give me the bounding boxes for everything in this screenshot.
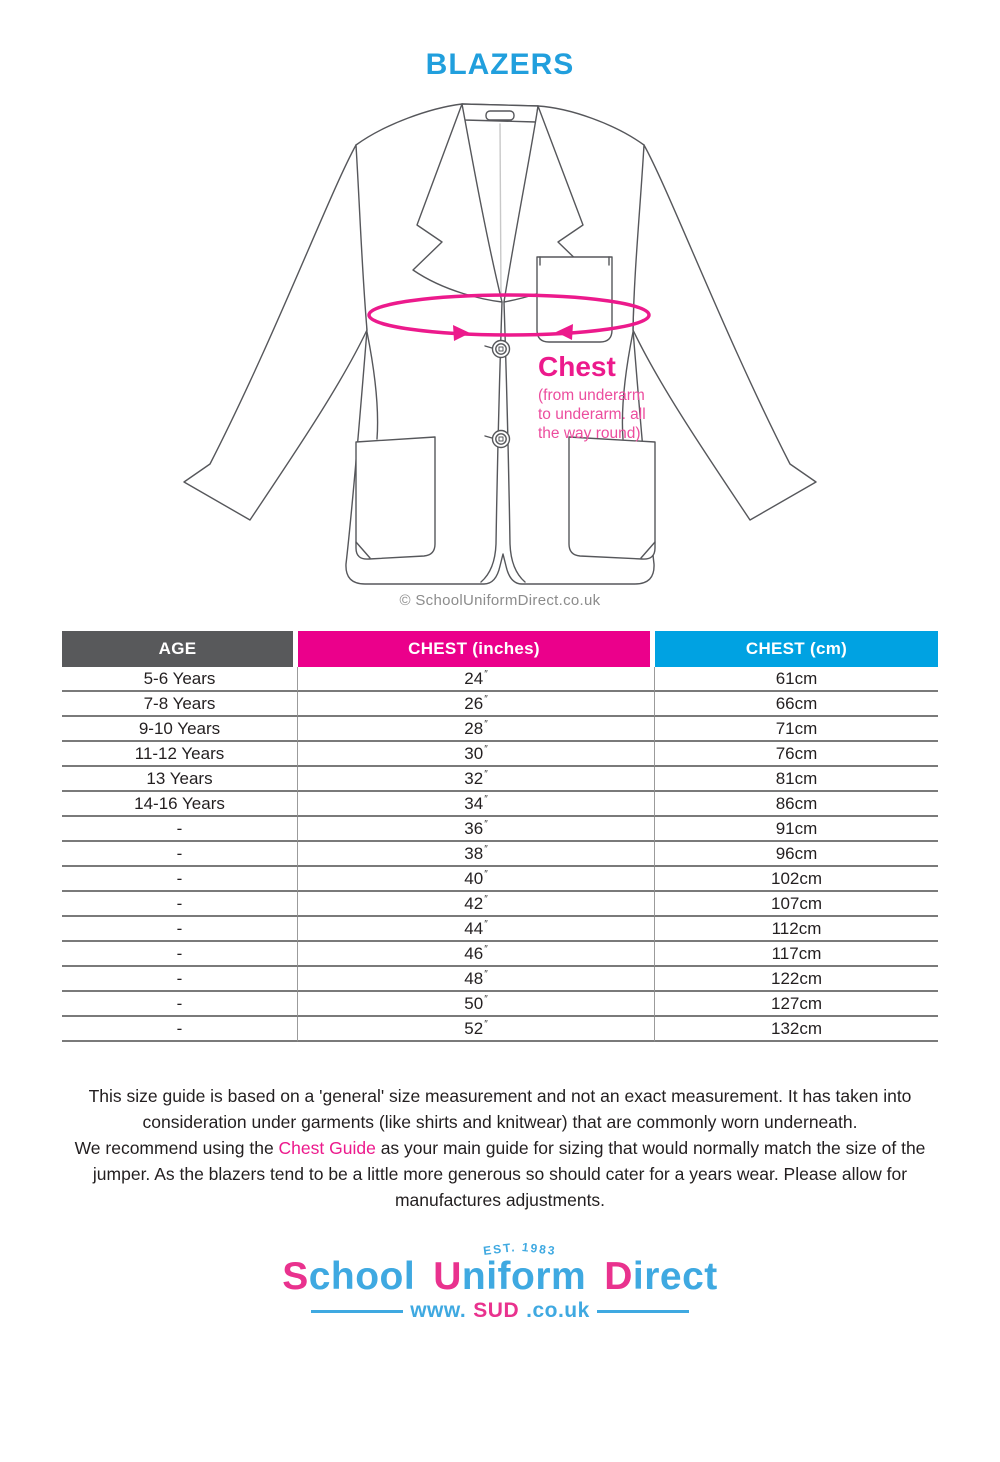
age-cell: - — [62, 942, 298, 967]
header-row — [62, 631, 938, 667]
chest-inches-cell: 48″ — [298, 967, 655, 992]
page-title: BLAZERS — [425, 48, 575, 81]
inch-mark: ″ — [484, 843, 488, 855]
disclaimer-para-2-after: as your main guide for sizing that would normally match the size of the jumper. As the blazers tend to be a little more generous so should cater for a years wear. Please allow for manufactures adjustments. — [92, 1137, 926, 1210]
age-cell: - — [62, 967, 298, 992]
chest-inches-cell: 28″ — [298, 717, 655, 742]
hanger-loop — [486, 111, 514, 120]
table-row — [62, 892, 938, 917]
chest-cm-cell: 102cm — [655, 867, 938, 892]
disclaimer-para-2-before: We recommend using the — [74, 1137, 279, 1158]
left-sleeve — [184, 145, 367, 520]
chest-inches-cell: 50″ — [298, 992, 655, 1017]
inch-mark: ″ — [484, 918, 488, 930]
table-row — [62, 842, 938, 867]
logo-word-school — [282, 1255, 415, 1298]
logo-word-uniform — [433, 1255, 586, 1298]
chest-inches-cell: 52″ — [298, 1017, 655, 1042]
chest-cm-cell: 61cm — [655, 667, 938, 692]
chest-cm-cell: 86cm — [655, 792, 938, 817]
inch-mark: ″ — [484, 668, 488, 680]
chest-cm-cell: 71cm — [655, 717, 938, 742]
table-row — [62, 967, 938, 992]
logo-established — [482, 1240, 558, 1259]
inch-mark: ″ — [484, 993, 488, 1005]
inch-mark: ″ — [484, 768, 488, 780]
logo-word-direct-cap: D — [604, 1255, 633, 1299]
chest-cm-cell: 96cm — [655, 842, 938, 867]
age-cell: - — [62, 842, 298, 867]
chest-inches-cell: 36″ — [298, 817, 655, 842]
disclaimer-para-2 — [45, 1136, 955, 1214]
chest-subline-3: the way round) — [538, 425, 641, 442]
chest-inches-cell: 46″ — [298, 942, 655, 967]
inch-mark: ″ — [484, 868, 488, 880]
chest-inches-cell: 26″ — [298, 692, 655, 717]
inch-mark: ″ — [484, 893, 488, 905]
right-sleeve — [633, 145, 816, 520]
size-table — [62, 631, 938, 1042]
blazer-diagram — [170, 92, 830, 609]
age-cell: - — [62, 1017, 298, 1042]
chest-cm-cell: 132cm — [655, 1017, 938, 1042]
chest-subline-1: (from underarm — [538, 387, 645, 404]
chest-cm-cell: 81cm — [655, 767, 938, 792]
chest-guide-link: Chest Guide — [278, 1137, 376, 1158]
table-row — [62, 942, 938, 967]
left-pocket — [356, 437, 435, 559]
inch-mark: ″ — [484, 718, 488, 730]
inch-mark: ″ — [484, 818, 488, 830]
chest-inches-cell: 24″ — [298, 667, 655, 692]
age-cell: 7-8 Years — [62, 692, 298, 717]
age-cell: - — [62, 867, 298, 892]
disclaimer-para-1 — [45, 1084, 955, 1136]
table-row — [62, 817, 938, 842]
chest-cm-cell: 107cm — [655, 892, 938, 917]
logo-wordmark — [0, 1257, 1000, 1298]
size-table-body — [62, 667, 938, 1042]
table-row — [62, 792, 938, 817]
disclaimer — [45, 1084, 955, 1213]
chest-inches-cell: 30″ — [298, 742, 655, 767]
logo-url-www: www. — [410, 1299, 467, 1323]
logo-url — [0, 1299, 1000, 1323]
brand-logo — [0, 1239, 1000, 1323]
logo-rule-right — [597, 1310, 689, 1313]
age-cell: - — [62, 817, 298, 842]
age-cell: - — [62, 992, 298, 1017]
inch-mark: ″ — [484, 1018, 488, 1030]
table-row — [62, 917, 938, 942]
table-row — [62, 992, 938, 1017]
chest-cm-cell: 117cm — [655, 942, 938, 967]
logo-rule-left — [311, 1310, 403, 1313]
copyright-text: © SchoolUniformDirect.co.uk — [399, 592, 601, 609]
disclaimer-para-1-text: This size guide is based on a 'general' size measurement and not an exact measurement. It has taken into consideration under garments (like shirts and knitwear) that are commonly worn underneath. — [88, 1086, 912, 1132]
chest-cm-cell: 127cm — [655, 992, 938, 1017]
table-row — [62, 692, 938, 717]
size-guide-page — [0, 48, 1000, 1462]
chest-inches-cell: 40″ — [298, 867, 655, 892]
chest-inches-cell: 38″ — [298, 842, 655, 867]
age-cell: 14-16 Years — [62, 792, 298, 817]
logo-est-right: 1983 — [521, 1240, 558, 1259]
age-cell: 5-6 Years — [62, 667, 298, 692]
right-pocket — [569, 437, 655, 559]
chest-inches-cell: 42″ — [298, 892, 655, 917]
age-cell: - — [62, 917, 298, 942]
logo-url-sud: SUD — [473, 1299, 520, 1323]
chest-cm-cell: 91cm — [655, 817, 938, 842]
inch-mark: ″ — [484, 968, 488, 980]
chest-cm-cell: 112cm — [655, 917, 938, 942]
table-row — [62, 742, 938, 767]
inch-mark: ″ — [484, 943, 488, 955]
table-row — [62, 767, 938, 792]
chest-inches-cell: 34″ — [298, 792, 655, 817]
age-cell: 11-12 Years — [62, 742, 298, 767]
header-chest-inches: CHEST (inches) — [298, 631, 655, 667]
inch-mark: ″ — [484, 693, 488, 705]
logo-word-direct-rest: irect — [632, 1255, 718, 1299]
age-cell: 9-10 Years — [62, 717, 298, 742]
logo-url-tld: .co.uk — [526, 1299, 590, 1323]
chest-label: Chest — [538, 351, 616, 382]
logo-word-uniform-cap: U — [433, 1255, 462, 1299]
logo-word-school-rest: chool — [308, 1255, 416, 1299]
size-table-header — [62, 631, 938, 667]
chest-inches-cell: 32″ — [298, 767, 655, 792]
inch-mark: ″ — [484, 743, 488, 755]
logo-word-uniform-rest: niform — [461, 1255, 587, 1299]
chest-cm-cell: 76cm — [655, 742, 938, 767]
logo-word-direct — [604, 1255, 718, 1298]
age-cell: - — [62, 892, 298, 917]
table-row — [62, 667, 938, 692]
chest-subline-2: to underarm. all — [538, 406, 646, 423]
chest-cm-cell: 122cm — [655, 967, 938, 992]
logo-est-left: EST. — [482, 1240, 518, 1259]
table-row — [62, 867, 938, 892]
blazer-illustration — [170, 92, 830, 592]
header-age: AGE — [62, 631, 298, 667]
chest-inches-cell: 44″ — [298, 917, 655, 942]
table-row — [62, 1017, 938, 1042]
header-chest-cm: CHEST (cm) — [655, 631, 938, 667]
inch-mark: ″ — [484, 793, 488, 805]
table-row — [62, 717, 938, 742]
logo-word-school-cap: S — [282, 1255, 309, 1299]
age-cell: 13 Years — [62, 767, 298, 792]
chest-cm-cell: 66cm — [655, 692, 938, 717]
